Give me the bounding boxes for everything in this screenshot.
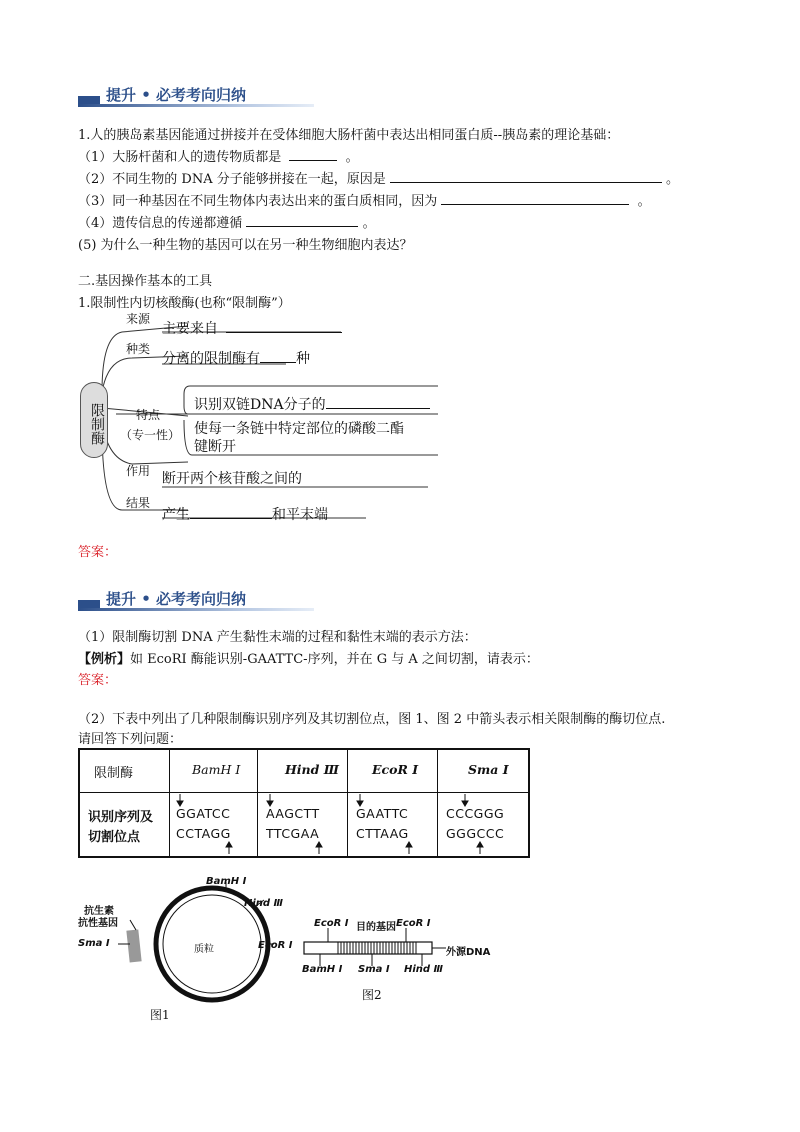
seq-ecor-bottom: CTTAAG [356, 826, 409, 841]
example-text: 如 EcoRI 酶能识别-GAATTC-序列，并在 G 与 A 之间切割，请表示： [130, 652, 539, 667]
fig1-label-sma: Sma Ⅰ [78, 938, 110, 949]
answer-blank[interactable] [260, 348, 296, 363]
p2-line2: 请回答下列问题： [78, 732, 183, 747]
fig2-label-sma: Sma Ⅰ [358, 964, 390, 975]
fig2-label-ecor-right: EcoR Ⅰ [396, 918, 431, 929]
banner-underline [78, 608, 314, 611]
tree-text-feature2b: 键断开 [194, 439, 236, 455]
tree-text-result [162, 504, 328, 524]
fig2-label-ecor-left: EcoR Ⅰ [314, 918, 349, 929]
table-header-hind: Hind Ⅲ [285, 762, 339, 777]
seq-bamh-top: GGATCC [176, 806, 231, 821]
q1-s2 [78, 168, 679, 187]
fig1-label-bamh: BamH Ⅰ [206, 876, 247, 887]
q1-title: 1.人的胰岛素基因能通过拼接并在受体细胞大肠杆菌中表达出相同蛋白质--胰岛素的理论基础： [78, 128, 620, 143]
enzyme-table [78, 748, 530, 858]
answer-blank[interactable] [326, 394, 430, 409]
fig1-label-gene-1: 抗生素 [84, 906, 114, 917]
tree-text-result-b: 和平末端 [272, 507, 328, 523]
fig1-caption: 图1 [150, 1008, 170, 1022]
fig2-label-hind: Hind Ⅲ [404, 964, 444, 975]
figure-2-foreign-dna [296, 912, 496, 1008]
seq-hind-top: AAGCTT [266, 806, 320, 821]
q1-s1 [78, 146, 359, 165]
seq-sma-top: CCCGGG [446, 806, 505, 821]
tree-text-action: 断开两个核苷酸之间的 [162, 471, 302, 487]
seq-sma-bottom: GGGCCC [446, 826, 505, 841]
part2-heading: 二.基因操作基本的工具 [78, 274, 213, 289]
tree-label-source: 来源 [126, 312, 151, 326]
banner-underline [78, 104, 314, 107]
q1-s3-end: 。 [637, 194, 651, 209]
table-header-enzyme: 限制酶 [94, 766, 134, 781]
fig1-label-ecor: EcoR Ⅰ [258, 940, 293, 951]
answer-blank[interactable] [226, 332, 342, 333]
tree-text-feature2: 使每一条链中特定部位的磷酸二酯 [194, 421, 404, 437]
p2-line1: （2）下表中列出了几种限制酶识别序列及其切割位点，图 1、图 2 中箭头表示相关限制酶的酶切位点. [78, 712, 666, 727]
fig2-label-foreign-dna: 外源DNA [446, 947, 491, 958]
q1-s3-text: （3）同一种基因在不同生物体内表达出来的蛋白质相同，因为 [78, 194, 438, 209]
q1-s5: (5) 为什么一种生物的基因可以在另一种生物细胞内表达？ [78, 238, 413, 253]
seq-ecor-top: GAATTC [356, 806, 409, 821]
table-row-label-2: 切割位点 [88, 830, 141, 845]
section-banner-1 [78, 84, 314, 106]
tree-label-result: 结果 [126, 496, 151, 510]
p1-line2 [78, 648, 539, 667]
q1-s2-text: （2）不同生物的 DNA 分子能够拼接在一起，原因是 [78, 172, 386, 187]
fig1-label-gene-2: 抗性基因 [78, 918, 118, 929]
answer-blank[interactable] [441, 192, 629, 205]
table-header-sma: Sma Ⅰ [468, 762, 509, 777]
tree-text-feature1-a: 识别双链DNA分子的 [194, 397, 326, 413]
section-banner-2 [78, 588, 314, 610]
tree-text-kind-b: 种 [296, 351, 310, 367]
fig2-caption: 图2 [362, 988, 382, 1002]
enzyme-tree-diagram [76, 310, 456, 522]
tree-label-feature-sub: （专一性） [120, 428, 181, 442]
answer-blank[interactable] [246, 214, 358, 227]
q1-s4-text: （4）遗传信息的传递都遵循 [78, 216, 243, 231]
tree-label-kind: 种类 [126, 342, 151, 356]
answer-blank[interactable] [190, 504, 272, 519]
q1-s4 [78, 212, 376, 231]
answer-blank[interactable] [289, 148, 337, 161]
seq-hind-bottom: TTCGAA [266, 826, 320, 841]
tree-text-feature1 [194, 394, 430, 414]
tree-text-kind [162, 348, 310, 368]
tree-text-kind-a: 分离的限制酶有 [162, 351, 260, 367]
answer-label-1: 答案： [78, 545, 118, 560]
part2-subheading: 1.限制性内切核酸酶(也称“限制酶”） [78, 296, 291, 311]
fig2-label-bamh: BamH Ⅰ [302, 964, 343, 975]
figure-1-plasmid [78, 872, 308, 1024]
p1-line1: （1）限制酶切割 DNA 产生黏性末端的过程和黏性末端的表示方法： [78, 630, 477, 645]
example-bracket: 【例析】 [78, 652, 131, 667]
table-header-ecor: EcoR Ⅰ [372, 762, 419, 777]
table-row-label-1: 识别序列及 [88, 810, 154, 825]
banner-title: 提升 • 必考考向归纳 [106, 590, 247, 608]
tree-text-result-a: 产生 [162, 507, 190, 523]
cut-site-arrows [80, 750, 530, 856]
tree-label-feature: 特点 [136, 408, 161, 422]
answer-label-2: 答案： [78, 673, 118, 688]
table-header-bamh: BamH Ⅰ [192, 762, 241, 777]
fig1-label-center: 质粒 [194, 944, 214, 955]
seq-bamh-bottom: CCTAGG [176, 826, 231, 841]
tree-root-node: 限制酶 [80, 382, 108, 458]
banner-bar [78, 600, 100, 608]
fig1-label-hind: Hind Ⅲ [244, 898, 284, 909]
banner-title: 提升 • 必考考向归纳 [106, 86, 247, 104]
answer-blank[interactable] [390, 170, 662, 183]
q1-s2-end: 。 [666, 172, 680, 187]
q1-s1-end: 。 [345, 150, 359, 165]
tree-text-source: 主要来自 [162, 321, 218, 337]
q1-s4-end: 。 [362, 216, 376, 231]
banner-bar [78, 96, 100, 104]
q1-s3 [78, 190, 651, 209]
q1-s1-text: （1）大肠杆菌和人的遗传物质都是 [78, 150, 282, 165]
fig2-label-target-gene: 目的基因 [356, 922, 396, 933]
tree-label-action: 作用 [126, 464, 151, 478]
